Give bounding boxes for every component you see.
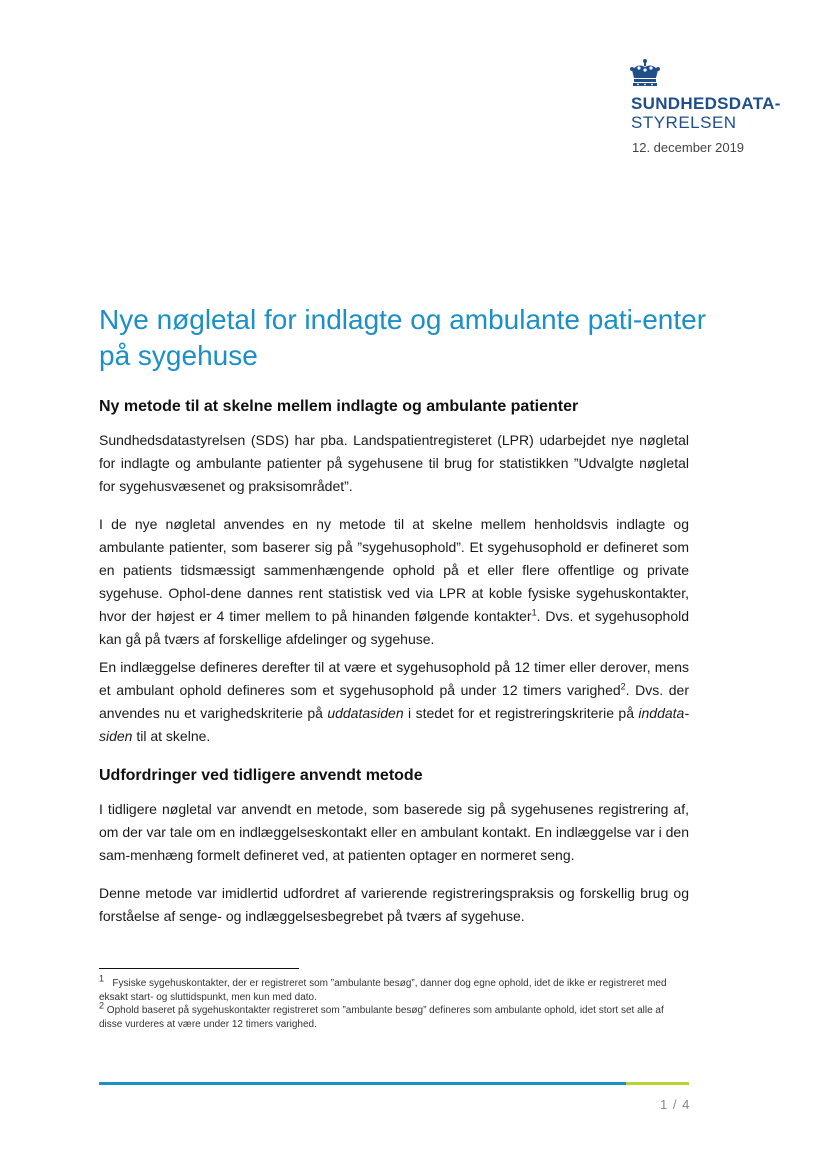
footnote-mark-2: 2 bbox=[99, 1000, 105, 1011]
footnote-ref-2[interactable]: 2 bbox=[620, 681, 626, 692]
section-heading-new-method: Ny metode til at skelne mellem indlagte og ambulante patienter bbox=[99, 398, 579, 415]
logo-line-1: SUNDHEDSDATA- bbox=[631, 94, 781, 113]
paragraph-intro: Sundhedsdatastyrelsen (SDS) har pba. Landspatientregisteret (LPR) udarbejdet nye nøgletal for indlagte og ambulante patienter på sygehusene til brug for statistikken ”Udvalgte nøgletal for sygehusvæsenet og praksisområdet”. bbox=[99, 432, 689, 494]
page-number: 1 / 4 bbox=[660, 1097, 691, 1112]
footnote-text-2: Ophold baseret på sygehuskontakter registreret som ”ambulante besøg” defineres som ambulante ophold, idet stort set alle af disse vurderes at være under 12 timers varighed. bbox=[99, 1005, 664, 1030]
emphasis-uddatasiden: uddatasiden bbox=[327, 705, 404, 721]
paragraph-text: En indlæggelse defineres derefter til at være et sygehusophold på 12 timer eller derover, mens et ambulant ophold defineres som et sygehusophold på under 12 timers varighed bbox=[99, 659, 689, 698]
paragraph-hospital-stay bbox=[99, 513, 689, 651]
footnote-ref-1[interactable]: 1 bbox=[531, 607, 537, 618]
paragraph-admission-definition bbox=[99, 656, 689, 748]
footer-bar-blue bbox=[99, 1082, 626, 1085]
paragraph-text: I de nye nøgletal anvendes en ny metode til at skelne mellem henholdsvis indlagte og ambulante patienter, som baserer sig på ”sygehusophold”. Et sygehusophold er defineret som en patients tidsmæssigt sammenhængende ophold på et eller flere offentlige og private sygehuse. Ophol-dene dannes rent statistisk ved via LPR at koble fysiske sygehuskontakter, hvor der højest er 4 timer mellem to på hinanden følgende kontakter bbox=[99, 516, 689, 624]
footer-bar-green bbox=[626, 1082, 689, 1085]
page-title: Nye nøgletal for indlagte og ambulante pati-enter på sygehuse bbox=[99, 304, 707, 371]
crown-icon bbox=[628, 58, 662, 88]
footnote-text-1: Fysiske sygehuskontakter, der er registreret som ”ambulante besøg”, danner dog egne ophold, idet de ikke er registreret med eksakt start- og sluttidspunkt, men kun med dato. bbox=[99, 978, 667, 1003]
footnote-mark-1: 1 bbox=[99, 973, 105, 984]
footnote-1 bbox=[99, 973, 689, 1005]
paragraph-text-end: . Dvs. et sygehusophold kan gå på tværs af forskellige afdelinger og sygehuse. bbox=[99, 608, 689, 647]
paragraph-challenges: Denne metode var imidlertid udfordret af varierende registreringspraksis og forskellig brug og forståelse af senge- og indlæggelsesbegrebet på tværs af sygehuse. bbox=[99, 885, 689, 924]
footnote-divider bbox=[99, 968, 299, 969]
section-heading-challenges: Udfordringer ved tidligere anvendt metode bbox=[99, 767, 423, 784]
logo-line-2: STYRELSEN bbox=[631, 113, 737, 132]
paragraph-text-mid2: i stedet for et registreringskriterie på bbox=[403, 705, 639, 721]
emphasis-inddatasiden: inddata-siden bbox=[99, 705, 689, 744]
paragraph-previous-method: I tidligere nøgletal var anvendt en metode, som baserede sig på sygehusenes registrering af, om der var tale om en indlæggelseskontakt eller en ambulant kontakt. En indlæggelse var i den sam-menhæng formelt defineret ved, at patienten optager en normeret seng. bbox=[99, 801, 689, 863]
footnote-2 bbox=[99, 1000, 689, 1032]
paragraph-text-end: til at skelne. bbox=[132, 728, 211, 744]
document-date: 12. december 2019 bbox=[632, 140, 745, 155]
paragraph-text-mid: . Dvs. der anvendes nu et varighedskriterie på bbox=[99, 682, 690, 721]
